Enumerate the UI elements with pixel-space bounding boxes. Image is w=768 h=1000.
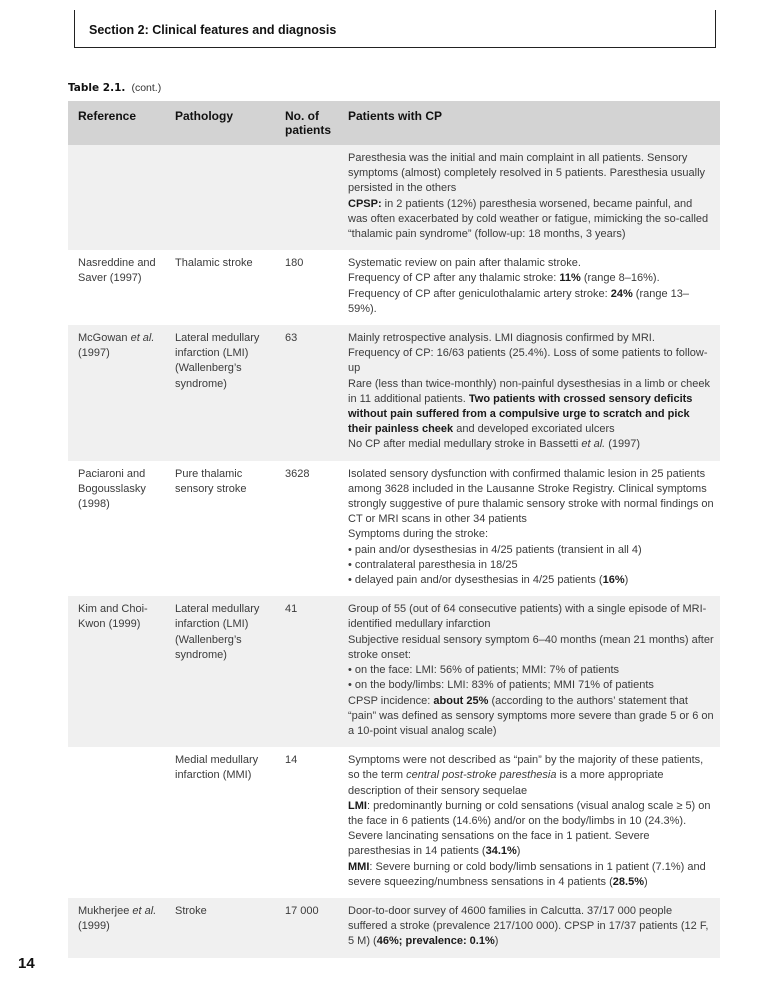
cell-patients: 14 — [285, 754, 298, 767]
cell-pathology: Stroke — [165, 898, 275, 958]
cell-patients: 3628 — [285, 467, 310, 480]
cell-patients-with-cp — [338, 747, 720, 898]
cp-paragraph: CPSP: in 2 patients (12%) paresthesia worsened, became painful, and was often exacerbated by cold weather or fatigue, mimicking the so-called “thalamic pain syndrome” (follow-up: 18 months, 3 years) — [348, 197, 709, 241]
table-caption — [68, 82, 161, 94]
cp-paragraph: Mainly retrospective analysis. LMI diagnosis confirmed by MRI. — [348, 332, 655, 345]
cell-reference: McGowan et al. (1997) — [68, 325, 165, 461]
cp-paragraph: Group of 55 (out of 64 consecutive patients) with a single episode of MRI-identified medullary infarction — [348, 603, 707, 631]
cell-patients: 41 — [275, 596, 338, 747]
cp-paragraph: LMI: predominantly burning or cold sensations (visual analog scale ≥ 5) on the face in 6 patients (14.6%) and/or on the body/limbs in 10 (24.3%). Severe lancinating sensations on the face in 1 patient. Severe paresthesias in 14 patients (34.1%) — [348, 799, 711, 858]
cp-paragraph: No CP after medial medullary stroke in Bassetti et al. (1997) — [348, 438, 641, 451]
cp-paragraph: • on the face: LMI: 56% of patients; MMI: 7% of patients — [348, 664, 620, 677]
cell-patients-with-cp — [338, 461, 720, 597]
cp-paragraph: MMI: Severe burning or cold body/limb sensations in 1 patient (7.1%) and severe squeezing/numbness sensations in 4 patients (28.5%) — [348, 860, 706, 888]
column-header-cp: Patients with CP — [338, 101, 720, 145]
cp-paragraph: • pain and/or dysesthesias in 4/25 patients (transient in all 4) — [348, 543, 642, 556]
cp-paragraph: Paresthesia was the initial and main complaint in all patients. Sensory symptoms (almost) completely resolved in 5 patients. Paresthesia usually persisted in the others — [348, 152, 706, 195]
cell-patients — [275, 145, 338, 250]
cp-paragraph: Rare (less than twice-monthly) non-painful dysesthesias in a limb or cheek in 11 additional patients. Two patients with crossed sensory deficits without pain suffered from a compulsive urge to scratch and pick their painless cheek and developed excoriated ulcers — [348, 377, 710, 436]
cp-paragraph: Frequency of CP after geniculothalamic artery stroke: 24% (range 13–59%). — [348, 287, 689, 315]
clinical-table — [68, 101, 720, 958]
table-row — [68, 747, 720, 898]
cell-reference: Kim and Choi-Kwon (1999) — [68, 596, 165, 747]
cell-patients: 63 — [275, 325, 338, 461]
table-caption-label: Table 2.1. — [68, 82, 126, 94]
cell-patients-with-cp — [338, 898, 720, 958]
cell-patients-with-cp — [338, 145, 720, 250]
table-header-row — [68, 101, 720, 145]
cp-paragraph: Door-to-door survey of 4600 families in Calcutta. 37/17 000 people suffered a stroke (prevalence 217/100 000). CPSP in 17/37 patients (12 F, 5 M) (46%; prevalence: 0.1%) — [348, 904, 709, 948]
cp-paragraph: Symptoms during the stroke: — [348, 528, 489, 541]
cell-reference: Paciaroni and Bogousslasky (1998) — [78, 467, 146, 511]
cp-paragraph: Systematic review on pain after thalamic stroke. — [348, 257, 581, 270]
cp-paragraph: Isolated sensory dysfunction with confirmed thalamic lesion in 25 patients among 3628 included in the Lausanne Stroke Registry. Clinical symptoms strongly suggestive of pure thalamic sensory stroke with normal findings on CT or MRI scans in other 34 patients — [348, 467, 714, 526]
cell-patients-with-cp — [338, 250, 720, 325]
cp-paragraph: Frequency of CP: 16/63 patients (25.4%). Loss of some patients to follow-up — [348, 347, 708, 375]
cell-pathology: Lateral medullary infarction (LMI) (Wallenberg’s syndrome) — [165, 596, 275, 747]
cell-reference — [68, 145, 165, 250]
cell-reference: Nasreddine and Saver (1997) — [78, 257, 156, 285]
cell-patients-with-cp — [338, 596, 720, 747]
cell-patients: 17 000 — [275, 898, 338, 958]
cell-pathology: Lateral medullary infarction (LMI) (Wallenberg’s syndrome) — [165, 325, 275, 461]
cell-pathology: Medial medullary infarction (MMI) — [175, 754, 259, 782]
cp-paragraph: • delayed pain and/or dysesthesias in 4/25 patients (16%) — [348, 574, 629, 587]
table-caption-note: (cont.) — [131, 82, 162, 94]
column-header-pathology: Pathology — [165, 101, 275, 145]
cp-paragraph: Symptoms were not described as “pain” by the majority of these patients, so the term central post-stroke paresthesia is a more appropriate description of their sensory sequelae — [348, 754, 704, 797]
cp-paragraph: • on the body/limbs: LMI: 83% of patients; MMI 71% of patients — [348, 679, 654, 692]
cp-paragraph: CPSP incidence: about 25% (according to the authors’ statement that “pain” was defined as sensory symptoms more severe than grade 5 or 6 on a 10-point visual analog scale) — [348, 694, 714, 737]
column-header-patients: No. of patients — [275, 101, 338, 145]
cp-paragraph: Frequency of CP after any thalamic stroke: 11% (range 8–16%). — [348, 272, 660, 285]
cell-pathology: Thalamic stroke — [175, 257, 253, 270]
column-header-reference: Reference — [68, 101, 165, 145]
table-row — [68, 250, 720, 325]
table-body — [68, 145, 720, 958]
cell-reference: Mukherjee et al. (1999) — [68, 898, 165, 958]
cell-pathology — [165, 145, 275, 250]
section-header — [74, 10, 716, 48]
table-row — [68, 898, 720, 958]
page-number: 14 — [18, 955, 35, 972]
table-row — [68, 596, 720, 747]
table-row — [68, 325, 720, 461]
table-row — [68, 145, 720, 250]
cp-paragraph: • contralateral paresthesia in 18/25 — [348, 558, 518, 571]
cp-paragraph: Subjective residual sensory symptom 6–40 months (mean 21 months) after stroke onset: — [348, 633, 714, 661]
section-title: Section 2: Clinical features and diagnosis — [89, 23, 337, 37]
cell-patients: 180 — [285, 257, 304, 270]
cell-pathology: Pure thalamic sensory stroke — [175, 467, 247, 495]
cell-reference — [68, 747, 165, 898]
cell-patients-with-cp — [338, 325, 720, 461]
table-row — [68, 461, 720, 597]
